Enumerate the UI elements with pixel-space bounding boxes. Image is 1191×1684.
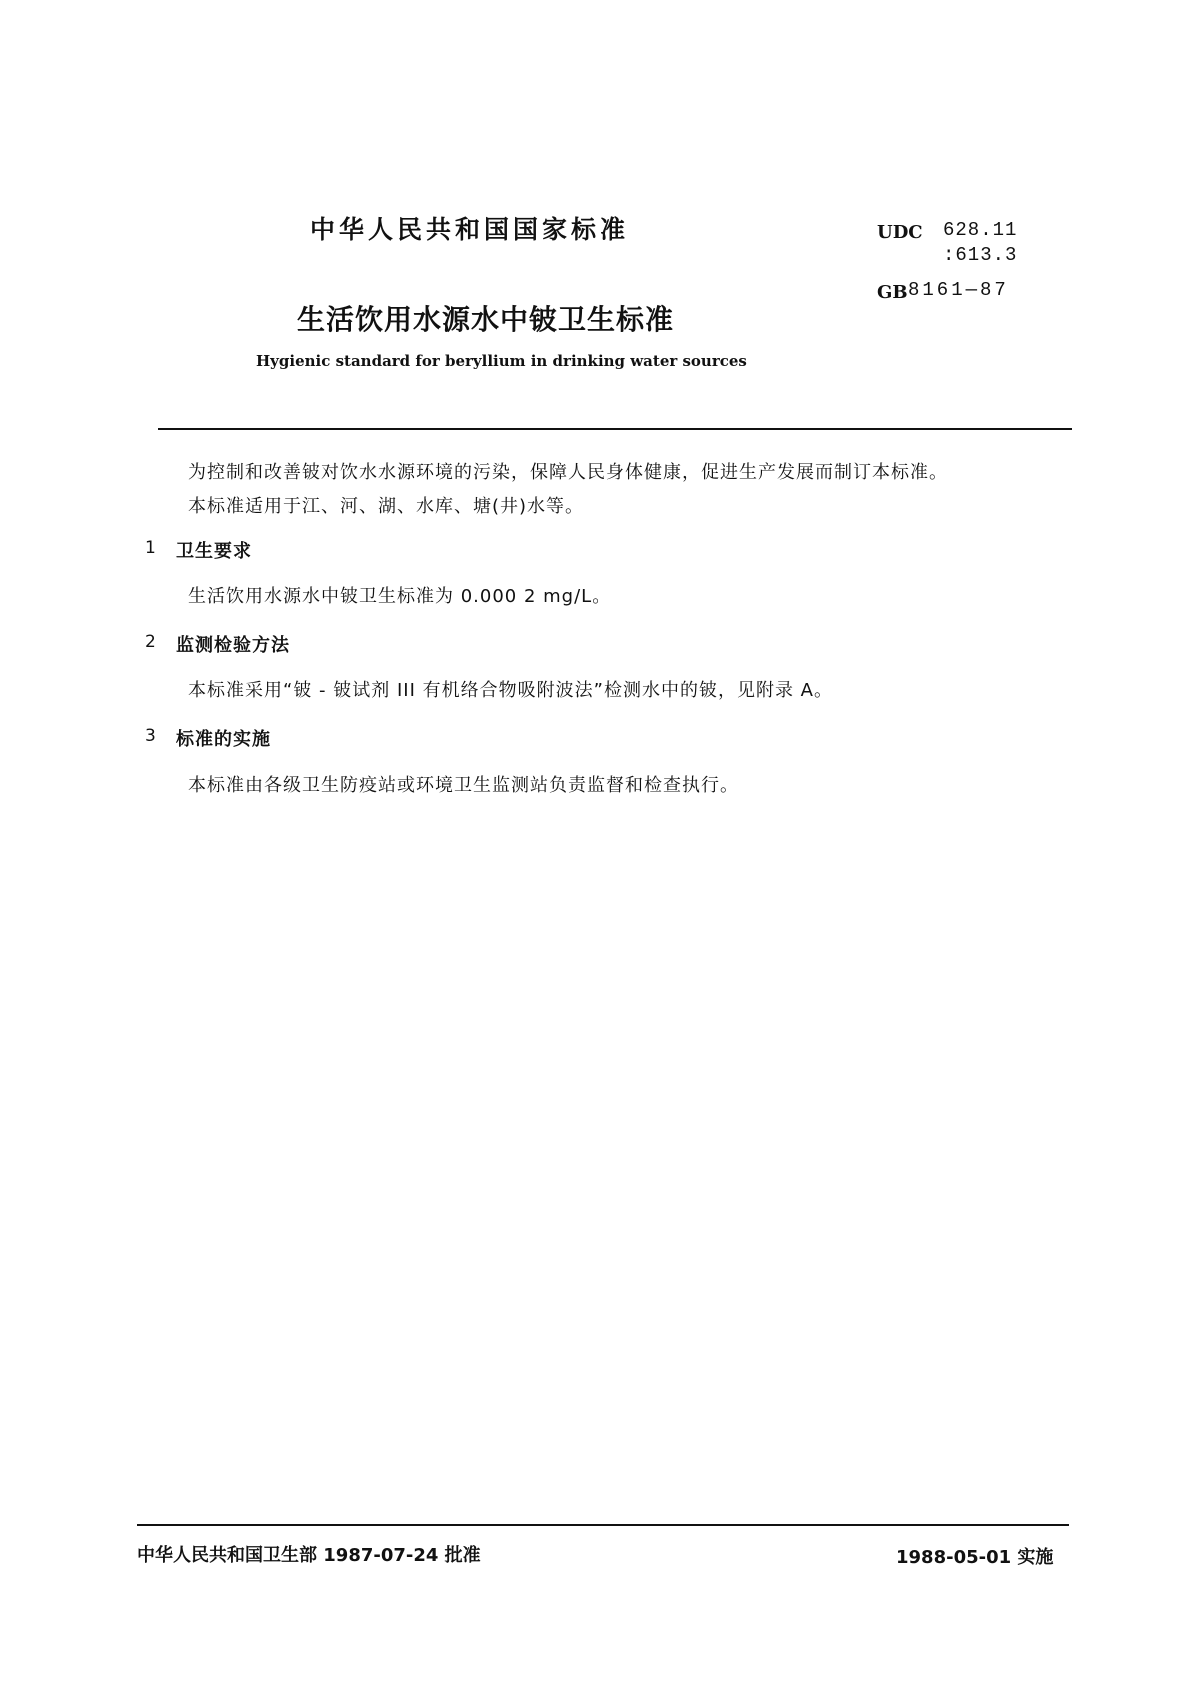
gb-label: GB bbox=[877, 282, 908, 303]
section-number: 2 bbox=[145, 632, 156, 652]
footer-divider bbox=[137, 1524, 1069, 1526]
section-body: 生活饮用水源水中铍卫生标准为 0.000 2 mg/L。 bbox=[188, 586, 612, 607]
section-number: 3 bbox=[145, 726, 156, 746]
intro-paragraph: 为控制和改善铍对饮水水源环境的污染，保障人民身体健康，促进生产发展而制订本标准。 bbox=[188, 462, 948, 483]
section-body: 本标准由各级卫生防疫站或环境卫生监测站负责监督和检查执行。 bbox=[188, 775, 739, 796]
section-number: 1 bbox=[145, 538, 156, 558]
section-body: 本标准采用“铍 - 铍试剂 III 有机络合物吸附波法”检测水中的铍，见附录 A。 bbox=[188, 680, 833, 701]
document-title: 生活饮用水源水中铍卫生标准 bbox=[297, 303, 675, 336]
effective-date: 1988-05-01 实施 bbox=[896, 1547, 1054, 1568]
national-standard-heading: 中华人民共和国国家标准 bbox=[310, 215, 630, 244]
document-title-english: Hygienic standard for beryllium in drinking water sources bbox=[256, 352, 747, 370]
gb-number: 8161—87 bbox=[908, 279, 1009, 301]
intro-paragraph: 本标准适用于江、河、湖、水库、塘(井)水等。 bbox=[188, 496, 585, 517]
header-divider bbox=[158, 428, 1072, 430]
udc-code-line1: 628.11 bbox=[943, 219, 1018, 241]
section-heading: 标准的实施 bbox=[176, 729, 271, 750]
approval-date: 中华人民共和国卫生部 1987-07-24 批准 bbox=[137, 1545, 481, 1566]
udc-code-line2: :613.3 bbox=[943, 244, 1018, 266]
section-heading: 卫生要求 bbox=[176, 541, 252, 562]
section-heading: 监测检验方法 bbox=[176, 635, 290, 656]
udc-label: UDC bbox=[877, 222, 923, 243]
